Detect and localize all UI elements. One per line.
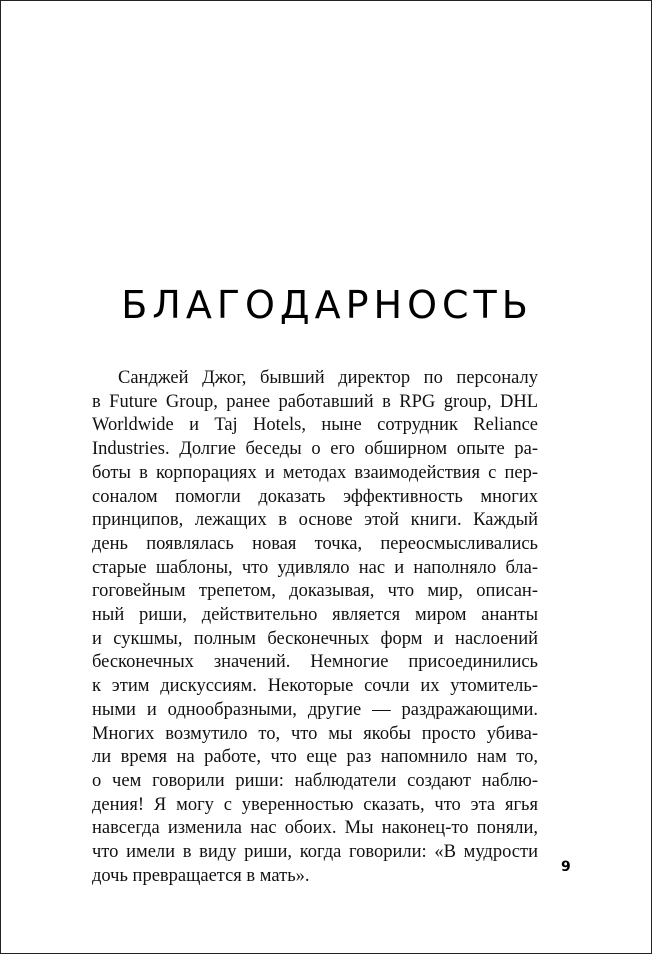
text-line: к этим дискуссиям. Некоторые сочли их утомитель- <box>92 676 538 697</box>
text-line: и сукшмы, полным бесконечных форм и наслоений <box>92 628 538 649</box>
text-line: Worldwide и Taj Hotels, ныне сотрудник Reliance <box>92 415 538 436</box>
text-line: дения! Я могу с уверенностью сказать, что эта ягья <box>92 794 538 815</box>
text-line: в Future Group, ранее работавший в RPG group, DHL <box>92 391 538 412</box>
text-line: соналом помогли доказать эффективность многих <box>92 486 538 507</box>
text-line: ли время на работе, что еще раз напомнило нам то, <box>92 747 538 768</box>
text-line: Industries. Долгие беседы о его обширном опыте ра- <box>92 439 538 460</box>
text-line: Многих возмутило то, что мы якобы просто убива- <box>92 723 538 744</box>
page-number: 9 <box>561 859 571 875</box>
chapter-heading: БЛАГОДАРНОСТЬ <box>121 283 533 327</box>
text-line: что имели в виду риши, когда говорили: «В мудрости <box>92 842 538 863</box>
text-line: Санджей Джог, бывший директор по персоналу <box>118 368 538 388</box>
text-line: боты в корпорациях и методах взаимодействия с пер- <box>92 462 538 483</box>
text-line: бесконечных значений. Немногие присоединились <box>92 652 538 673</box>
text-line: ными и однообразными, другие — раздражающими. <box>92 699 538 720</box>
text-line: ный риши, действительно является миром ананты <box>92 605 538 626</box>
text-line: гоговейным трепетом, доказывая, что мир, описан- <box>92 581 538 602</box>
text-line: принципов, лежащих в основе этой книги. Каждый <box>92 510 538 531</box>
text-line: навсегда изменила нас обоих. Мы наконец-то поняли, <box>92 818 538 839</box>
text-line: день появлялась новая точка, переосмысливались <box>92 533 538 554</box>
text-line: старые шаблоны, что удивляло нас и наполняло бла- <box>92 557 538 578</box>
text-line: о чем говорили риши: наблюдатели создают наблю- <box>92 770 538 791</box>
body-paragraph <box>92 367 538 888</box>
text-line: дочь превращается в мать». <box>92 865 310 886</box>
